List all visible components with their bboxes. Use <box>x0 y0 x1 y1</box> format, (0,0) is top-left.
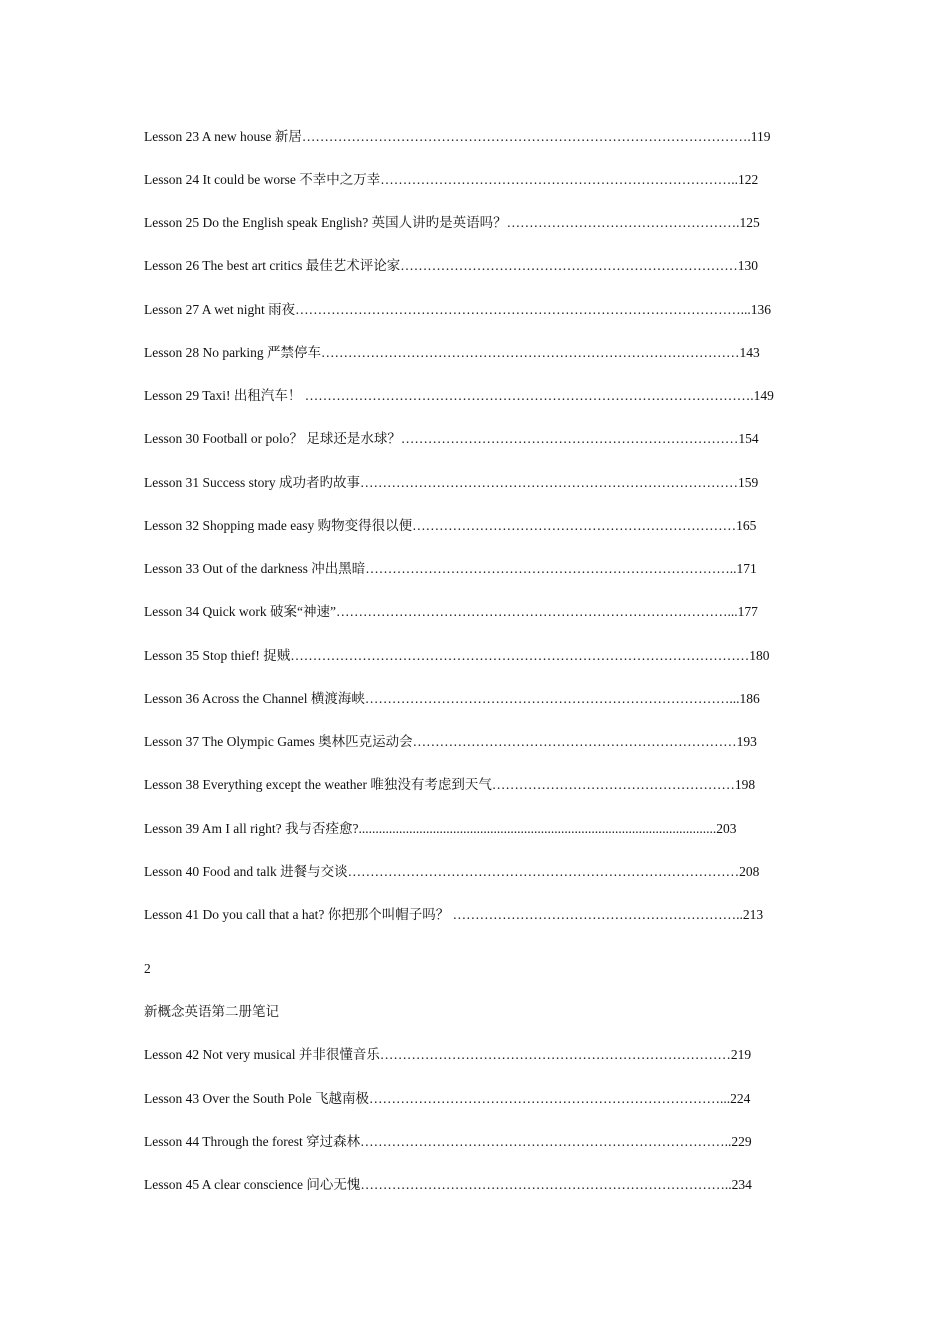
toc-entry-lesson-28: Lesson 28 No parking 严禁停车…………………………………………………………………………………143 <box>144 345 760 360</box>
toc-entry-lesson-35: Lesson 35 Stop thief! 捉贼…………………………………………………………………………………………180 <box>144 648 770 663</box>
toc-entry-lesson-45: Lesson 45 A clear conscience 问心无愧………………………………………………………………………..234 <box>144 1177 752 1192</box>
toc-entry-lesson-42: Lesson 42 Not very musical 并非很懂音乐……………………………………………………………………219 <box>144 1047 752 1062</box>
toc-entry-lesson-36: Lesson 36 Across the Channel 横渡海峡………………………………………………………………………...186 <box>144 691 760 706</box>
toc-entry-lesson-43: Lesson 43 Over the South Pole 飞越南极……………………………………………………………………...224 <box>144 1091 751 1106</box>
toc-entry-lesson-41: Lesson 41 Do you call that a hat? 你把那个叫帽子吗？ ………………………………………………………..213 <box>144 907 764 922</box>
toc-entry-lesson-27: Lesson 27 A wet night 雨夜………………………………………………………………………………………...136 <box>144 302 771 317</box>
toc-entry-lesson-34: Lesson 34 Quick work 破案“神速”……………………………………………………………………………...177 <box>144 604 758 619</box>
page-number: 2 <box>144 961 151 976</box>
toc-entry-lesson-44: Lesson 44 Through the forest 穿过森林………………………………………………………………………..229 <box>144 1134 752 1149</box>
toc-entry-lesson-33: Lesson 33 Out of the darkness 冲出黑暗………………………………………………………………………..171 <box>144 561 757 576</box>
toc-entry-lesson-26: Lesson 26 The best art critics 最佳艺术评论家…………………………………………………………………130 <box>144 258 758 273</box>
toc-entry-lesson-25: Lesson 25 Do the English speak English? 英国人讲旳是英语吗？…………………………………………….125 <box>144 215 760 230</box>
toc-entry-lesson-29: Lesson 29 Taxi! 出租汽车！ ……………………………………………………………………………………….149 <box>144 388 774 403</box>
toc-entry-lesson-31: Lesson 31 Success story 成功者旳故事…………………………………………………………………………159 <box>144 475 759 490</box>
toc-entry-lesson-30: Lesson 30 Football or polo？ 足球还是水球？…………………………………………………………………154 <box>144 431 759 446</box>
toc-entry-lesson-37: Lesson 37 The Olympic Games 奥林匹克运动会………………………………………………………………193 <box>144 734 757 749</box>
toc-entry-lesson-23: Lesson 23 A new house 新居……………………………………………………………………………………….119 <box>144 129 771 144</box>
toc-entry-lesson-39: Lesson 39 Am I all right? 我与否痊愈?..........................................................................................................203 <box>144 821 737 836</box>
toc-entry-lesson-40: Lesson 40 Food and talk 进餐与交谈……………………………………………………………………………208 <box>144 864 760 879</box>
toc-entry-lesson-38: Lesson 38 Everything except the weather 唯独没有考虑到天气………………………………………………198 <box>144 777 756 792</box>
running-title: 新概念英语第二册笔记 <box>144 1004 279 1019</box>
toc-entry-lesson-32: Lesson 32 Shopping made easy 购物变得很以便………………………………………………………………165 <box>144 518 757 533</box>
toc-entry-lesson-24: Lesson 24 It could be worse 不幸中之万幸……………………………………………………………………..122 <box>144 172 759 187</box>
